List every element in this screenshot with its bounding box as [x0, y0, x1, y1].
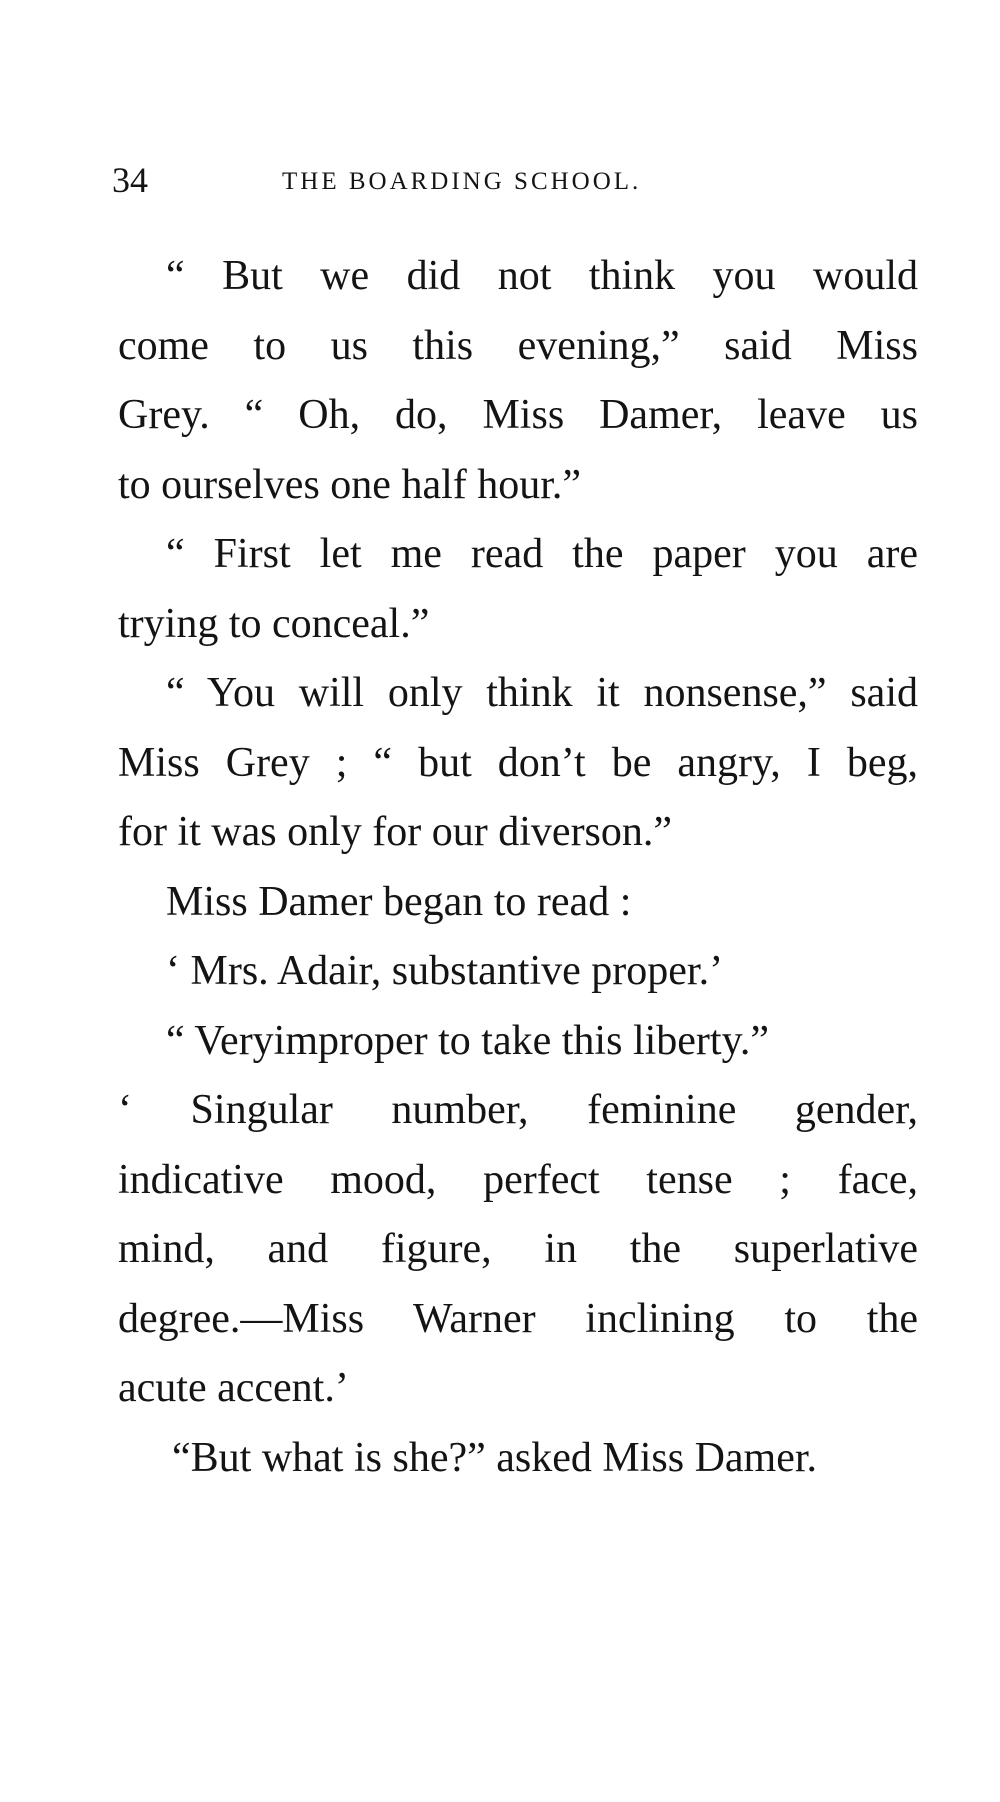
text-line: “ First let me read the paper you are: [166, 531, 918, 577]
text-line: ‘ Mrs. Adair, substantive proper.’: [166, 948, 724, 994]
text-line: ‘ Singular number, feminine gender,: [118, 1087, 918, 1133]
text-line: Miss Damer began to read :: [166, 878, 632, 925]
running-head: [112, 160, 742, 200]
text-line: degree.—Miss Warner inclining to the: [118, 1295, 918, 1342]
text-line: “ But we did not think you would: [166, 253, 918, 299]
page-number: 34: [112, 160, 148, 200]
running-title: THE BOARDING SCHOOL.: [282, 168, 642, 195]
text-line: come to us this evening,” said Miss: [118, 322, 918, 369]
text-line: “ Veryimproper to take this liberty.”: [166, 1017, 769, 1064]
text-line: to ourselves one half hour.”: [118, 461, 582, 508]
text-line: “But what is she?” asked Miss Damer.: [172, 1434, 818, 1481]
text-line: mind, and figure, in the superlative: [118, 1226, 918, 1272]
text-line: trying to conceal.”: [118, 600, 430, 647]
text-line: Grey. “ Oh, do, Miss Damer, leave us: [118, 392, 918, 438]
body-text: [118, 242, 918, 1493]
text-line: for it was only for our diverson.”: [118, 809, 673, 855]
text-line: “ You will only think it nonsense,” said: [166, 670, 918, 716]
text-line: Miss Grey ; “ but don’t be angry, I beg,: [118, 739, 918, 786]
text-line: indicative mood, perfect tense ; face,: [118, 1156, 918, 1203]
text-line: acute accent.’: [118, 1365, 349, 1411]
